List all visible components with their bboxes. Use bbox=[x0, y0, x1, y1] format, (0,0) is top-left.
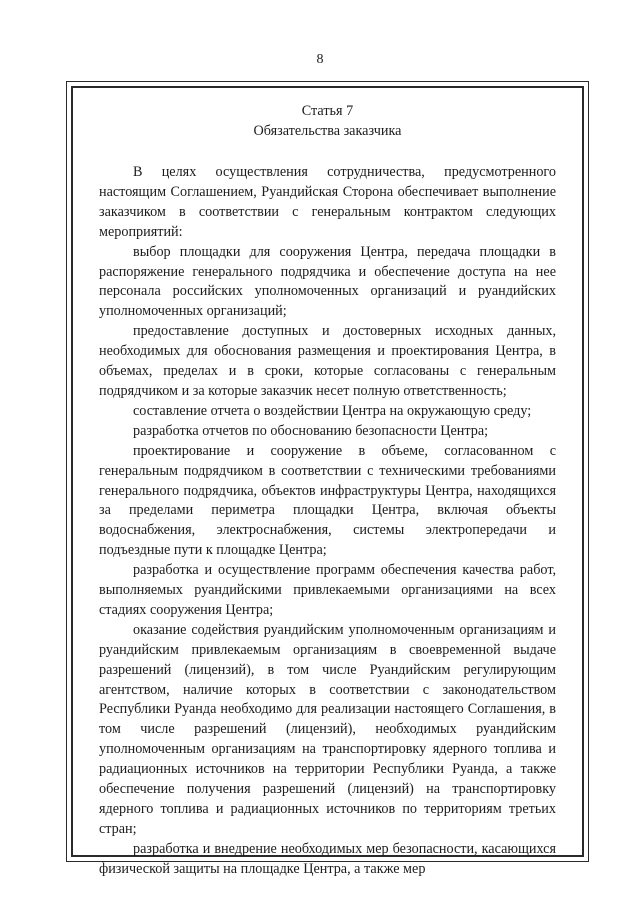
paragraph: проектирование и сооружение в объеме, согласованном с генеральным подрядчиком в соответствии с техническими требованиями генерального подрядчика, объектов инфраструктуры Центра, находящихся за пределами периметра площадки Центра, включая объекты водоснабжения, электроснабжения, системы электропередачи и подъездные пути к площадке Центра; bbox=[99, 442, 556, 559]
document-body bbox=[99, 101, 556, 880]
paragraph: разработка и внедрение необходимых мер безопасности, касающихся физической защиты на площадке Центра, а также мер bbox=[99, 840, 556, 877]
paragraph: разработка и осуществление программ обеспечения качества работ, выполняемых руандийскими привлекаемыми организациями на всех стадиях сооружения Центра; bbox=[99, 562, 556, 618]
paragraph: составление отчета о воздействии Центра на окружающую среду; bbox=[133, 402, 532, 419]
paragraph: разработка отчетов по обоснованию безопасности Центра; bbox=[133, 422, 489, 439]
page-number: 8 bbox=[316, 52, 324, 67]
paragraph: В целях осуществления сотрудничества, предусмотренного настоящим Соглашением, Руандийская Сторона обеспечивает выполнение заказчиком в соответствии с генеральным контрактом следующих мероприятий: bbox=[99, 164, 556, 240]
article-number: Статья 7 bbox=[301, 103, 354, 119]
paragraph: выбор площадки для сооружения Центра, передача площадки в распоряжение генерального подрядчика и обеспечение доступа на нее персонала российских уполномоченных организаций и руандийских уполномоченных организаций; bbox=[99, 243, 556, 320]
paragraph: оказание содействия руандийским уполномоченным организациям и руандийским привлекаемым организациям в своевременной выдаче разрешений (лицензий), в том числе Руандийским регулирующим агентством, наличие которых в соответствии с законодательством Республики Руанда необходимо для реализации настоящего Соглашения, в том числе разрешений (лицензий), необходимых руандийским уполномоченным организациям на транспортировку ядерного топлива и радиационных источников на территории Республики Руанда, а также обеспечение получения разрешений (лицензий) на транспортировку ядерного топлива и радиационных источников по территориям третьих стран; bbox=[99, 621, 556, 837]
paragraph: предоставление доступных и достоверных исходных данных, необходимых для обоснования размещения и проектирования Центра, в объемах, пределах и в сроки, которые согласованы с генеральным подрядчиком и за которые заказчик несет полную ответственность; bbox=[99, 323, 556, 399]
article-title: Обязательства заказчика bbox=[253, 123, 402, 139]
